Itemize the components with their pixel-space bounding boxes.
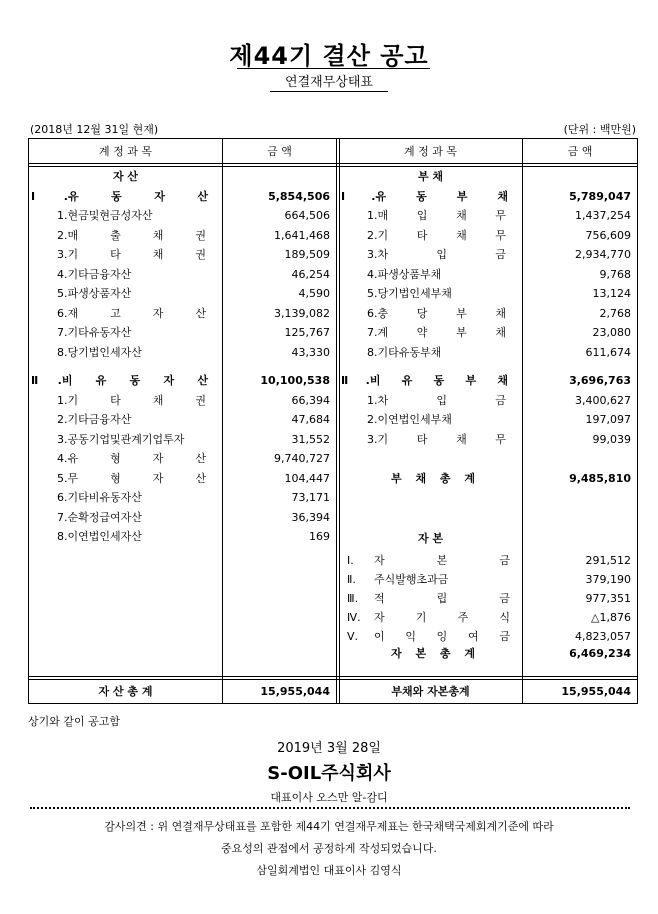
right-item-amount: 2,768 (599, 306, 631, 320)
left-item-label: 5.무 형 자 산 (57, 471, 206, 485)
right-item-label: 8.기타유동부채 (367, 345, 442, 359)
equity-item-amount: 4,823,057 (575, 630, 631, 643)
right-item-label: 3.기 타 채 무 (367, 432, 506, 446)
left-item-amount: 66,394 (291, 393, 330, 407)
ceo-name: 대표이사 오스만 알-감디 (270, 791, 388, 804)
left-item-label: 7.기타유동자산 (57, 326, 132, 339)
left-item-label: 2.매 출 채 권 (57, 228, 206, 242)
equity-item-label: 주식발행초과금 (374, 573, 449, 586)
left-item-label: 8.당기법인세자산 (57, 345, 142, 359)
auditor-name: 삼일회계법인 대표이사 김영식 (256, 864, 402, 877)
liab-total-label: 부 채 총 계 (391, 472, 475, 485)
left-item-amount: 3,139,082 (274, 306, 330, 320)
right-item-amount: 3,400,627 (575, 393, 631, 407)
right-group-label: Ⅱ.비 유 동 부 채 (341, 374, 508, 387)
equity-item-label: 자 본 금 (374, 554, 510, 567)
equity-item-label: 이 익 잉 여 금 (374, 630, 510, 643)
right-item-label: 2.이연법인세부채 (367, 413, 452, 426)
equity-item-amount: △1,876 (591, 611, 631, 624)
left-item-label: 8.이연법인세자산 (57, 530, 142, 543)
equity-item-number: Ⅰ. (347, 554, 354, 567)
right-item-amount: 611,674 (585, 345, 631, 359)
right-item-amount: 9,768 (599, 267, 631, 281)
right-item-label: 4.파생상품부채 (367, 267, 442, 281)
equity-item-number: Ⅳ. (347, 611, 361, 624)
dotted-divider (30, 807, 630, 809)
unit-note: (단위 : 백만원) (563, 123, 636, 136)
left-item-label: 2.기타금융자산 (57, 413, 132, 426)
left-item-amount: 189,509 (284, 248, 330, 261)
total-rule (29, 676, 637, 680)
header-amount-left: 금 액 (267, 145, 292, 158)
right-item-label: 1.차 입 금 (367, 393, 506, 407)
left-group-label: Ⅱ.비 유 동 자 산 (31, 374, 208, 387)
right-item-amount: 99,039 (592, 432, 631, 446)
equity-item-label: 자 기 주 식 (374, 611, 510, 624)
as-of-date: (2018년 12월 31일 현재) (30, 123, 159, 136)
notice-title: 제44기 결산 공고 (229, 42, 429, 70)
left-item-label: 1.기 타 채 권 (57, 393, 206, 407)
right-item-label: 2.기 타 채 무 (367, 228, 506, 242)
left-item-label: 1.현금및현금성자산 (57, 209, 153, 222)
left-item-label: 4.기타금융자산 (57, 267, 132, 281)
left-group-label: Ⅰ.유 동 자 산 (31, 189, 208, 203)
left-item-amount: 169 (309, 530, 330, 543)
left-item-amount: 104,447 (284, 471, 330, 485)
left-item-amount: 125,767 (284, 326, 330, 339)
equity-item-number: Ⅲ. (347, 592, 359, 605)
left-group-amount: 10,100,538 (260, 374, 330, 387)
right-group-amount: 3,696,763 (569, 374, 631, 387)
equity-item-amount: 379,190 (585, 573, 631, 586)
equity-total-label: 자 본 총 계 (391, 647, 475, 660)
equity-item-number: Ⅴ. (347, 630, 359, 643)
company-name: S-OIL주식회사 (267, 763, 391, 784)
audit-opinion-line1: 감사의견 : 위 연결재무상태표를 포함한 제44기 연결재무제표는 한국채택국제회계기준에 따라 (104, 820, 554, 833)
right-item-label: 6.충 당 부 채 (367, 306, 506, 320)
right-item-label: 3.차 입 금 (367, 248, 506, 261)
left-item-label: 7.순확정급여자산 (57, 510, 142, 524)
left-item-label: 6.재 고 자 산 (57, 306, 206, 320)
header-account-left: 계 정 과 목 (99, 145, 152, 158)
equity-item-amount: 977,351 (585, 592, 631, 605)
right-item-amount: 2,934,770 (575, 248, 631, 261)
header-amount-right: 금 액 (567, 145, 593, 158)
liab-equity-total-amount: 15,955,044 (561, 685, 631, 698)
left-item-amount: 47,684 (291, 413, 330, 426)
right-group-label: Ⅰ.유 동 부 채 (341, 189, 508, 203)
equity-total-amount: 6,469,234 (569, 647, 631, 660)
left-item-label: 6.기타비유동자산 (57, 491, 142, 504)
left-item-label: 5.파생상품자산 (57, 287, 132, 300)
right-item-label: 7.계 약 부 채 (367, 326, 506, 339)
right-item-amount: 1,437,254 (575, 209, 631, 222)
right-section-heading: 부 채 (417, 170, 444, 183)
left-item-amount: 36,394 (291, 510, 330, 524)
right-item-amount: 756,609 (585, 228, 631, 242)
audit-opinion-line2: 중요성의 관점에서 공정하게 작성되었습니다. (221, 842, 437, 855)
left-item-amount: 1,641,468 (274, 228, 330, 242)
left-group-amount: 5,854,506 (268, 189, 330, 203)
equity-item-number: Ⅱ. (347, 573, 356, 586)
right-item-amount: 197,097 (585, 413, 631, 426)
equity-section-heading: 자 본 (417, 532, 444, 545)
subtitle-underline (270, 91, 388, 92)
asset-total-label: 자 산 총 계 (98, 685, 153, 698)
left-item-amount: 73,171 (291, 491, 330, 504)
left-item-label: 3.기 타 채 권 (57, 248, 206, 261)
left-item-amount: 43,330 (291, 345, 330, 359)
left-item-label: 4.유 형 자 산 (57, 452, 206, 465)
right-item-amount: 23,080 (592, 326, 631, 339)
announce-date: 2019년 3월 28일 (277, 741, 381, 756)
right-group-amount: 5,789,047 (569, 189, 631, 203)
left-item-amount: 664,506 (284, 209, 330, 222)
title-underline (237, 68, 430, 69)
closing-note: 상기와 같이 공고함 (28, 715, 121, 728)
left-item-amount: 9,740,727 (274, 452, 330, 465)
left-section-heading: 자 산 (112, 170, 139, 183)
equity-item-label: 적 립 금 (374, 592, 510, 605)
liab-total-amount: 9,485,810 (569, 472, 631, 485)
right-item-label: 5.당기법인세부채 (367, 287, 452, 300)
right-item-label: 1.매 입 채 무 (367, 209, 506, 222)
left-item-amount: 4,590 (298, 287, 330, 300)
equity-item-amount: 291,512 (585, 554, 631, 567)
left-item-amount: 31,552 (291, 432, 330, 446)
left-item-amount: 46,254 (291, 267, 330, 281)
left-item-label: 3.공동기업및관계기업투자 (57, 432, 185, 446)
divider-center (336, 139, 340, 703)
header-account-right: 계 정 과 목 (404, 145, 457, 158)
balance-sheet-table (28, 138, 638, 704)
asset-total-amount: 15,955,044 (260, 685, 330, 698)
liab-equity-total-label: 부채와 자본총계 (391, 685, 470, 698)
right-item-amount: 13,124 (592, 287, 631, 300)
statement-subtitle: 연결재무상태표 (285, 75, 373, 90)
